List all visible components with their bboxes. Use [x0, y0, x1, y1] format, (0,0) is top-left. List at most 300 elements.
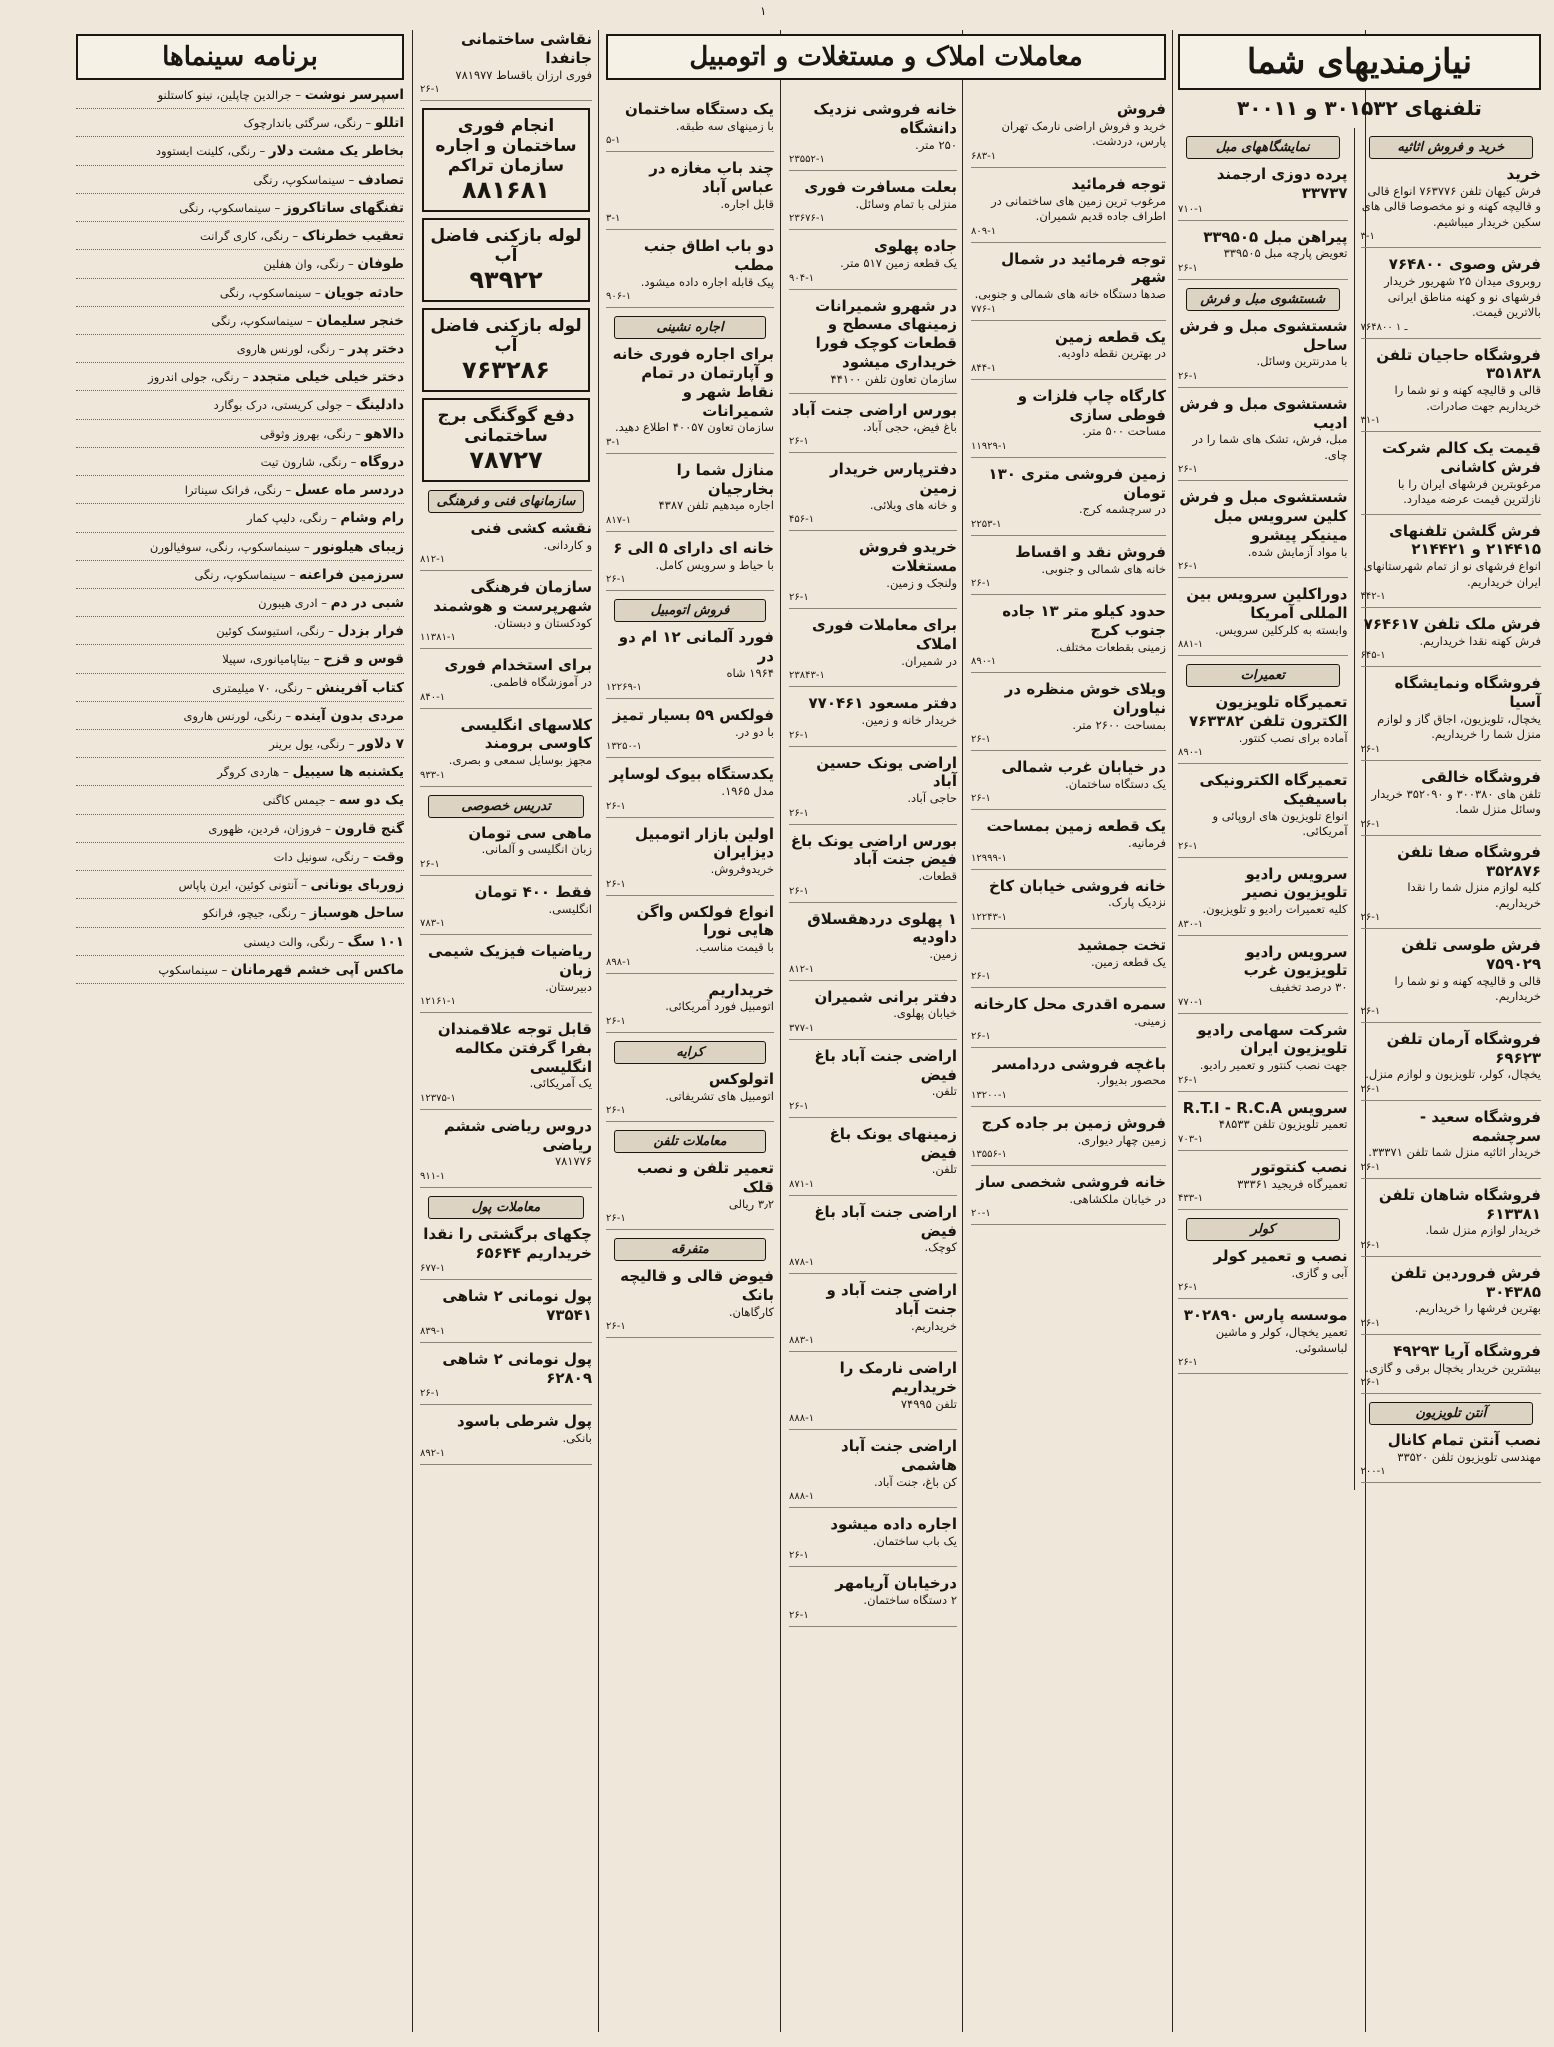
ad-body: یک آمریکائی. [529, 1076, 592, 1091]
ad-code: ۸۳۰-۱ [1178, 918, 1204, 930]
ad-body: کارگاهان. [728, 1304, 774, 1319]
cinema-separator: – [288, 229, 302, 244]
ad-body: خریدار اثاثیه منزل شما تلفن ۳۳۳۷۱. [1368, 1145, 1541, 1160]
ad-item [789, 1281, 957, 1352]
ad-body: مدل ۱۹۶۵. [721, 784, 774, 799]
cinema-separator: – [255, 144, 269, 159]
ad-body: در شمیران. [901, 653, 957, 668]
ad-item [789, 694, 957, 746]
ad-title: برای استخدام فوری [444, 656, 592, 675]
ad-code: ۲۶-۱ [1360, 1317, 1381, 1329]
cinema-film-title: دالاهو [364, 425, 404, 442]
cinema-separator: – [302, 313, 316, 328]
ad-code: ۲۶-۱ [789, 807, 809, 819]
ad-body: کلیه تعمیرات رادیو و تلویزیون. [1202, 902, 1348, 917]
ad-body: مهندسی تلویزیون تلفن ۳۳۵۲۰ [1397, 1449, 1541, 1464]
ad-item [420, 1117, 592, 1188]
cinema-film-title: فرار بزدل [337, 623, 404, 640]
ad-code: ۲۶-۱ [606, 1015, 626, 1027]
ad-body: سازمان تعاون ۴۰۰۵۷ اطلاع دهید. [615, 420, 774, 435]
ad-item [420, 1350, 592, 1406]
ad-title: ۱ پهلوی دردهقسلاق داودیه [807, 909, 957, 947]
ad-body: خریدار لوازم منزل شما. [1425, 1223, 1541, 1238]
ad-title: بعلت مسافرت فوری [804, 178, 957, 197]
ad-body: اتومبیل های تشریفاتی. [665, 1088, 774, 1103]
boxed-ad [422, 398, 590, 482]
cinema-film-title: دادلینگ [355, 397, 404, 414]
ad-title: سازمان فرهنگی شهرپرست و هوشمند [433, 578, 592, 616]
ad-body: خیابان پهلوی. [893, 1006, 957, 1021]
cinema-separator: – [342, 398, 356, 413]
ad-title: نصب و تعمیر کولر [1213, 1247, 1348, 1266]
ad-body: ۷۸۱۷۷۶ [554, 1154, 592, 1169]
cinema-separator: – [281, 483, 295, 498]
ad-code: ۷۷۰-۱ [1178, 996, 1204, 1008]
ad-body: زمین چهار دیواری. [1077, 1132, 1166, 1147]
ad-title: فروشگاه آرمان تلفن ۶۹۶۲۳ [1386, 1029, 1541, 1067]
boxed-ad [422, 108, 590, 212]
ad-code: ۸۱۷-۱ [606, 514, 632, 526]
cinema-film-title: دروگاه [360, 453, 404, 470]
ad-title: منازل شما را بخارجیان [676, 460, 774, 498]
ad-item [789, 910, 957, 981]
ad-body: تعویض پارچه مبل ۳۳۹۵۰۵ [1223, 246, 1348, 261]
cinema-film-title: دختر خیلی خیلی متجدد [252, 369, 404, 386]
boxed-ad-title: لوله بازکنی فاضل آب [430, 226, 582, 267]
ad-title: زمینهای یونک باغ فیض [829, 1124, 957, 1162]
cinema-listing [76, 340, 404, 363]
cinema-listing [76, 707, 404, 730]
ad-body: تلفن. [931, 1162, 957, 1177]
cinema-film-title: زوربای یونانی [310, 877, 404, 894]
ad-title: پرده دوزی ارجمند ۳۳۷۳۷ [1216, 165, 1348, 202]
ad-title: شرکت سهامی رادیو تلویزیون ایران [1197, 1020, 1348, 1058]
ad-item [1178, 317, 1348, 388]
ad-title: فروشگاه خالقی [1421, 767, 1541, 786]
ad-title: قیمت یک کالم شرکت فرش کاشانی [1382, 439, 1541, 476]
ad-code: ۲۶-۱ [1178, 1282, 1198, 1294]
ad-code: ۲۳۵۵۲-۱ [789, 154, 825, 166]
ad-title: برای معاملات فوری املاک [811, 616, 957, 654]
cinema-film-details: رنگی، جیچو، فرانکو [202, 906, 297, 921]
ad-body: انواع فرشهای نو از تمام شهرستانهای ایران خریداریم. [1363, 559, 1541, 589]
ad-title: فولکس ۵۹ بسیار تمیز [612, 706, 774, 725]
ad-title: توجه فرمائید [1071, 174, 1166, 193]
cinema-film-details: آنتونی کوئین، ایرن پاپاس [178, 878, 298, 893]
ad-title: موسسه پارس ۳۰۲۸۹۰ [1183, 1306, 1348, 1325]
needs-right-subcol [1355, 128, 1547, 1490]
cinema-separator: – [217, 962, 231, 977]
cinema-film-title: خنجر سلیمان [315, 312, 404, 329]
ad-item [789, 988, 957, 1040]
ad-title: خانه فروشی خیابان کاخ [988, 876, 1166, 895]
section-header: کرایه [614, 1041, 766, 1064]
ad-code: ۸۷۸-۱ [789, 1257, 815, 1268]
cinema-banner-title: برنامه سینماها [76, 34, 404, 80]
ad-item [789, 401, 957, 453]
cinema-separator: – [351, 426, 365, 441]
column-furniture-repair [1172, 128, 1355, 1490]
cinema-separator: – [325, 793, 339, 808]
ad-item [606, 706, 774, 758]
ad-item [420, 1020, 592, 1110]
ad-item [606, 461, 774, 532]
ad-title: فرش گلشن تلفنهای ۲۱۴۴۱۵ و ۲۱۴۴۲۱ [1389, 521, 1541, 559]
ad-body: مرغوب ترین زمین های ساختمانی در اطراف جاده قدیم شمیران. [991, 193, 1166, 224]
cinema-listing [76, 453, 404, 476]
ad-body: قالی و قالیچه کهنه و نو شما را خریداریم جهت صادرات. [1394, 383, 1541, 413]
ad-title: تعمیرگاه الکترونیکی باسیفیک [1199, 771, 1348, 808]
ad-title: نصب کنتوتور [1251, 1157, 1348, 1176]
ad-title: نقشه کشی فنی [470, 519, 592, 538]
ad-title: انواع فولکس واگن هایی نورا [636, 902, 774, 940]
ad-body: فرش کهنه نقدا خریداریم. [1419, 633, 1541, 648]
ad-title: فروشگاه سعید - سرچشمه [1419, 1107, 1541, 1145]
ad-body: تعمیر تلویزیون تلفن ۴۸۵۳۳ [1218, 1117, 1348, 1132]
ad-title: کلاسهای انگلیسی کاوسی برومند [460, 715, 592, 753]
ad-body: ۱۹۶۴ شاه [726, 665, 774, 680]
ad-body: یک باب ساختمان. [872, 1533, 957, 1548]
ad-body: اتومبیل فورد آمریکائی. [665, 999, 774, 1014]
ad-code: ۲۶-۱ [789, 729, 809, 741]
ad-body: صدها دستگاه خانه های شمالی و جنوبی. [974, 287, 1166, 302]
ad-title: فورد آلمانی ۱۲ ام دو در [618, 628, 774, 665]
cinema-separator: – [335, 341, 349, 356]
ad-item [1178, 1306, 1348, 1374]
ad-title: اراضی جنت آباد و جنت آباد [826, 1281, 957, 1318]
ad-item [420, 1412, 592, 1464]
ad-code: ۷۷۶-۱ [971, 303, 997, 315]
ad-code: ۲۶-۱ [971, 734, 991, 746]
ad-item [971, 175, 1166, 243]
ad-title: پیراهن مبل ۳۳۹۵۰۵ [1203, 227, 1348, 246]
ad-item [971, 680, 1166, 751]
cinema-film-title: تصادف [357, 171, 404, 188]
ad-item [1178, 771, 1348, 858]
cinema-listing [76, 679, 404, 702]
ad-title: یکدستگاه بیوک لوساپر [609, 765, 774, 784]
ad-item [789, 297, 957, 395]
ad-title: فروشگاه آریا ۴۹۲۹۳ [1393, 1341, 1541, 1360]
ad-code: ۸۸۳-۱ [789, 1335, 815, 1347]
ad-code: ۷۶۴۸۰۰ ـ ۱ [1360, 321, 1408, 333]
ad-body: ۳۰ درصد تخفیف [1269, 980, 1348, 995]
ad-item [971, 543, 1166, 595]
cinema-listing [76, 284, 404, 307]
ad-body: دبیرستان. [545, 979, 592, 994]
needs-phones: تلفنهای ۳۰۱۵۳۲ و ۳۰۰۱۱ [1237, 96, 1482, 120]
ad-title: تخت جمشید [1077, 935, 1166, 954]
ad-code: ۶۸۳-۱ [971, 150, 997, 162]
column-realestate-2 [783, 100, 963, 2037]
ad-item [1361, 1264, 1541, 1335]
cinema-listing [76, 142, 404, 165]
ad-body: بانکی. [562, 1431, 592, 1446]
ad-body: فرمانیه. [1128, 836, 1166, 851]
ad-code: ۲۶-۱ [1178, 1074, 1198, 1086]
column-realestate-cars [600, 100, 780, 2037]
ad-item [789, 1125, 957, 1196]
ad-item [971, 817, 1166, 869]
cinema-listing [76, 594, 404, 617]
ad-title: خانه ای دارای ۵ الی ۶ [613, 538, 774, 557]
ad-body: با مواد آزمایش شده. [1247, 544, 1348, 559]
cinema-separator: – [324, 624, 338, 639]
ad-title: ماهی سی تومان [468, 823, 592, 842]
cinema-film-title: گنج قارون [334, 820, 404, 837]
section-header: سازمانهای فنی و فرهنگی [428, 490, 584, 513]
ad-title: اراضی جنت آباد باغ فیض [814, 1202, 957, 1240]
ad-body: در بهترین نقطه داودیه. [1057, 346, 1166, 361]
ad-code: ۷۰۳-۱ [1178, 1133, 1204, 1145]
cinema-film-details: رنگی، ۷۰ میلیمتری [212, 680, 303, 695]
ad-item [789, 1203, 957, 1274]
ad-item [971, 602, 1166, 673]
cinema-film-details: سینماسکوپ، رنگی [194, 567, 286, 582]
cinema-separator: – [310, 652, 324, 667]
ad-body: ۳٫۲ ریالی [728, 1196, 774, 1211]
ad-item [420, 716, 592, 787]
cinema-listing [76, 199, 404, 222]
ad-code: ۲۶-۱ [1178, 561, 1198, 573]
ad-item [1178, 488, 1348, 578]
ad-item [1178, 1099, 1348, 1151]
cinema-listing [76, 650, 404, 673]
ad-code: ۲۶-۱ [789, 1609, 809, 1621]
ad-body: ولنجک و زمین. [886, 575, 957, 590]
cinema-separator: – [334, 934, 348, 949]
ad-code: ۲۶-۱ [606, 1213, 626, 1225]
ad-item [1178, 165, 1348, 221]
ad-title: بورس اراضی یونک باغ فیض جنت آباد [790, 831, 957, 869]
column-separator [598, 30, 599, 2032]
ad-code: ۸۸۱-۱ [1178, 639, 1204, 651]
column-realestate-1 [965, 100, 1172, 2037]
ad-code: ۳-۱ [606, 213, 621, 225]
ad-body: خریدار خانه و زمین. [861, 713, 957, 728]
cinema-separator: – [344, 737, 358, 752]
ad-title: فرش وصوی ۷۶۴۸۰۰ [1388, 255, 1541, 274]
ad-code: ۵-۱ [606, 135, 621, 147]
ad-code: ۴۳۳-۱ [1178, 1193, 1204, 1205]
ad-title: اجاره داده میشود [830, 1515, 957, 1534]
cinema-film-title: شبی در دم [330, 594, 404, 611]
ad-body: زبان انگلیسی و آلمانی. [481, 842, 592, 857]
ad-code: ۲۶-۱ [420, 1388, 440, 1400]
ad-body: خرید و فروش اراضی نارمک تهران پارس، دردشت. [1001, 118, 1166, 149]
ad-item [1361, 439, 1541, 515]
ad-body: سازمان تعاون تلفن ۴۴۱۰۰ [830, 371, 957, 386]
ad-item [420, 883, 592, 935]
ad-title: فروش [1116, 100, 1166, 118]
cinema-film-details: سینماسکوپ، رنگی [253, 172, 345, 187]
ad-title: خریداریم [708, 980, 774, 999]
cinema-film-details: ادری هیبورن [258, 595, 318, 610]
ad-item [1361, 1186, 1541, 1257]
ad-body: یک قطعه زمین. [1090, 954, 1166, 969]
cinema-separator: – [302, 680, 316, 695]
ad-code: ۲۶-۱ [1360, 1161, 1381, 1173]
section-header: معاملات پول [428, 1196, 584, 1219]
cinema-listing [76, 876, 404, 899]
ad-body: با قیمت مناسب. [695, 940, 774, 955]
ad-title: حدود کیلو متر ۱۳ جاده جنوب کرج [1002, 602, 1166, 639]
cinema-film-title: ساحل هوسباز [309, 905, 404, 922]
ad-title: اولین بازار اتومبیل دیزایران [635, 824, 774, 862]
ad-code: ۸۸۸-۱ [789, 1413, 815, 1425]
ad-item [606, 903, 774, 974]
ad-body: پیک قابله اجاره داده میشود. [640, 274, 774, 289]
ad-body: یخچال، تلویزیون، اجاق گاز و لوازم منزل شما را خریداریم. [1377, 711, 1541, 742]
ad-code: ۲۶-۱ [1178, 464, 1198, 476]
ad-title: دفترپارس خریدار زمین [829, 460, 957, 498]
boxed-ad-title: دفع گوگنگی برج ساختمانی [437, 406, 575, 447]
ad-title: درخیابان آریامهر [835, 1574, 957, 1593]
section-header: اجاره نشینی [614, 316, 766, 339]
cinema-film-details: سینماسکوپ [158, 962, 218, 977]
cinema-film-details: رنگی، کلینت ایستوود [155, 144, 256, 159]
cinema-listing [76, 735, 404, 758]
ad-title: فرش ملک تلفن ۷۶۴۶۱۷ [1363, 615, 1541, 634]
ad-body: خانه های شمالی و جنوبی. [1041, 561, 1166, 576]
ad-body: و خانه های ویلائی. [869, 497, 957, 512]
ad-title: خرید [1506, 165, 1541, 183]
ad-body: قالی و قالیچه کهنه و نو شما را خریداریم. [1394, 973, 1541, 1004]
ad-code: ۲۳۸۴۳-۱ [789, 670, 825, 682]
ad-title: ویلای خوش منظره در نیاوران [1004, 680, 1166, 717]
ad-body: با حیاط و سرویس کامل. [655, 557, 774, 572]
boxed-ad [422, 218, 590, 302]
ad-title: سرویس رادیو تلویزیون غرب [1243, 942, 1348, 980]
boxed-ad-title: لوله بازکنی فاضل آب [430, 316, 582, 357]
section-header: آنتن تلویزیون [1369, 1402, 1533, 1425]
ad-body: و کاردانی. [543, 537, 592, 552]
ad-code: ۸۹۲-۱ [420, 1447, 446, 1459]
ad-title: چکهای برگشتی را نقدا خریداریم ۶۵۶۴۴ [423, 1224, 592, 1262]
ad-title: شستشوی مبل و فرش ساحل [1179, 316, 1348, 354]
cinema-separator: – [285, 567, 300, 582]
ad-item [606, 1070, 774, 1122]
ad-item [420, 942, 592, 1013]
ad-title: پول نومانی ۲ شاهی ۷۳۵۴۱ [442, 1287, 592, 1325]
ad-body: کوچک. [924, 1240, 957, 1255]
ad-body: وابسته به کلرکلین سرویس. [1215, 622, 1348, 637]
ad-code: ۲۶-۱ [971, 971, 991, 983]
ad-body: مبل، فرش، تشک های شما را در چای. [1192, 432, 1348, 462]
ad-code: ۲۶-۱ [789, 436, 809, 448]
section-header: کولر [1186, 1218, 1340, 1241]
boxed-ad-title: انجام فوری ساختمان و اجاره سازمان تراکم [435, 116, 577, 177]
ad-code: ۲۰۰-۱ [1360, 1466, 1386, 1478]
ad-title: شستشوی مبل و فرش ادیب [1179, 394, 1348, 432]
ad-title: دروس ریاضی ششم ریاضی [443, 1116, 592, 1154]
ad-title: چند باب مغازه در عباس آباد [649, 159, 774, 197]
ad-item [971, 877, 1166, 929]
ad-code: ۲۶-۱ [789, 1100, 809, 1112]
ad-item [1361, 1030, 1541, 1101]
section-header: نمایشگاههای مبل [1186, 136, 1340, 159]
cinema-listing [76, 509, 404, 532]
cinema-film-details: رنگی، دلیپ کمار [247, 511, 328, 526]
ad-code: ۹۰۶-۱ [606, 291, 632, 303]
page-number: ۱ [760, 4, 767, 18]
cinema-film-title: ۱۰۱ سگ [347, 933, 404, 950]
ad-body: روبروی میدان ۲۵ شهریور خریدار فرشهای نو و کهنه مناطق ایرانی بالاترین قیمت. [1384, 274, 1541, 320]
ad-code: ۸۴۴-۱ [971, 362, 997, 374]
boxed-ad-phone: ۷۸۷۲۷ [469, 446, 543, 475]
cinema-film-details: سینماسکوپ، رنگی [219, 285, 312, 300]
ad-item [1361, 1342, 1541, 1394]
ad-body: آبی و گازی. [1291, 1265, 1348, 1280]
ad-item [606, 159, 774, 230]
ad-code: ۲۰-۱ [971, 1208, 991, 1220]
ad-item [606, 1267, 774, 1338]
cinema-film-title: ۷ دلاور [357, 736, 404, 753]
ad-item [420, 1225, 592, 1281]
cinema-film-details: رنگی، فرانک سیناترا [184, 483, 282, 498]
cinema-film-title: مردی بدون آینده [294, 707, 404, 724]
ad-item [606, 100, 774, 152]
cinema-listing [76, 904, 404, 927]
ad-body: فرش کیهان تلفن ۷۶۳۷۷۶ انواع قالی و قالیچه کهنه و نو مخصوصا قالی های سکین خریدار میباشیم. [1361, 183, 1541, 229]
cinema-separator: – [239, 370, 253, 385]
ad-item [1361, 255, 1541, 338]
ad-title: فرش طوسی تلفن ۷۵۹۰۲۹ [1401, 936, 1541, 974]
ad-code: ۲۶-۱ [971, 793, 991, 805]
ad-body: باغ فیض، حجی آباد. [862, 419, 957, 434]
ad-code: ۲۶-۱ [420, 858, 440, 870]
ad-body: بیشترین خریدار یخچال برقی و گازی. [1365, 1360, 1541, 1375]
boxed-ad-phone: ۹۳۹۲۲ [469, 266, 543, 295]
ad-code: ۱۲۲۴۳-۱ [971, 911, 1007, 923]
cinema-film-details: جولی کریستی، درک بوگارد [213, 398, 343, 413]
ad-code: ۲۶-۱ [789, 885, 809, 897]
ad-body: حاجی آباد. [907, 791, 957, 806]
ad-code: ۳-۱ [606, 436, 621, 448]
ad-body: منزلی با تمام وسائل. [855, 196, 957, 211]
ad-item [1361, 165, 1541, 248]
ad-code: ۲۶-۱ [789, 1550, 809, 1562]
ad-code: ۹۳۳-۱ [420, 769, 446, 781]
ad-title: خانه فروشی نزدیک دانشگاه [813, 100, 957, 137]
ad-title: جاده پهلوی [873, 237, 957, 256]
ad-title: اراضی جنت آباد باغ فیض [814, 1046, 957, 1084]
ad-code: ۱۲۳۷۵-۱ [420, 1092, 456, 1104]
ad-code: ۸۸۸-۱ [789, 1491, 815, 1503]
ad-title: تعمیرگاه تلویزیون الکترون تلفن ۷۶۳۳۸۲ [1189, 693, 1348, 730]
ad-code: ۲۶-۱ [789, 592, 809, 604]
ad-item [789, 100, 957, 171]
realestate-banner-wrap [600, 30, 1172, 90]
cinema-separator: – [281, 708, 295, 723]
ad-item [1178, 585, 1348, 656]
ad-item [1178, 1247, 1348, 1299]
cinema-film-title: حادثه جویان [324, 284, 404, 301]
ad-item [606, 1159, 774, 1230]
ad-title: اراضی یونک حسین آباد [816, 753, 957, 791]
ad-title: فیوض قالی و قالیچه بانک [620, 1267, 774, 1304]
ad-item [420, 1287, 592, 1343]
cinema-listing [76, 933, 404, 956]
ad-body: تلفن ۷۴۹۹۵ [900, 1396, 957, 1411]
ad-code: ۱۲۹۹۹-۱ [971, 852, 1007, 864]
ad-body: تلفن. [931, 1084, 957, 1099]
cinema-listing [76, 312, 404, 335]
cinema-separator: – [279, 765, 293, 780]
ad-item [1361, 1431, 1541, 1483]
ad-code: ۲۲۵۳-۱ [971, 518, 1002, 530]
ad-item [606, 345, 774, 454]
